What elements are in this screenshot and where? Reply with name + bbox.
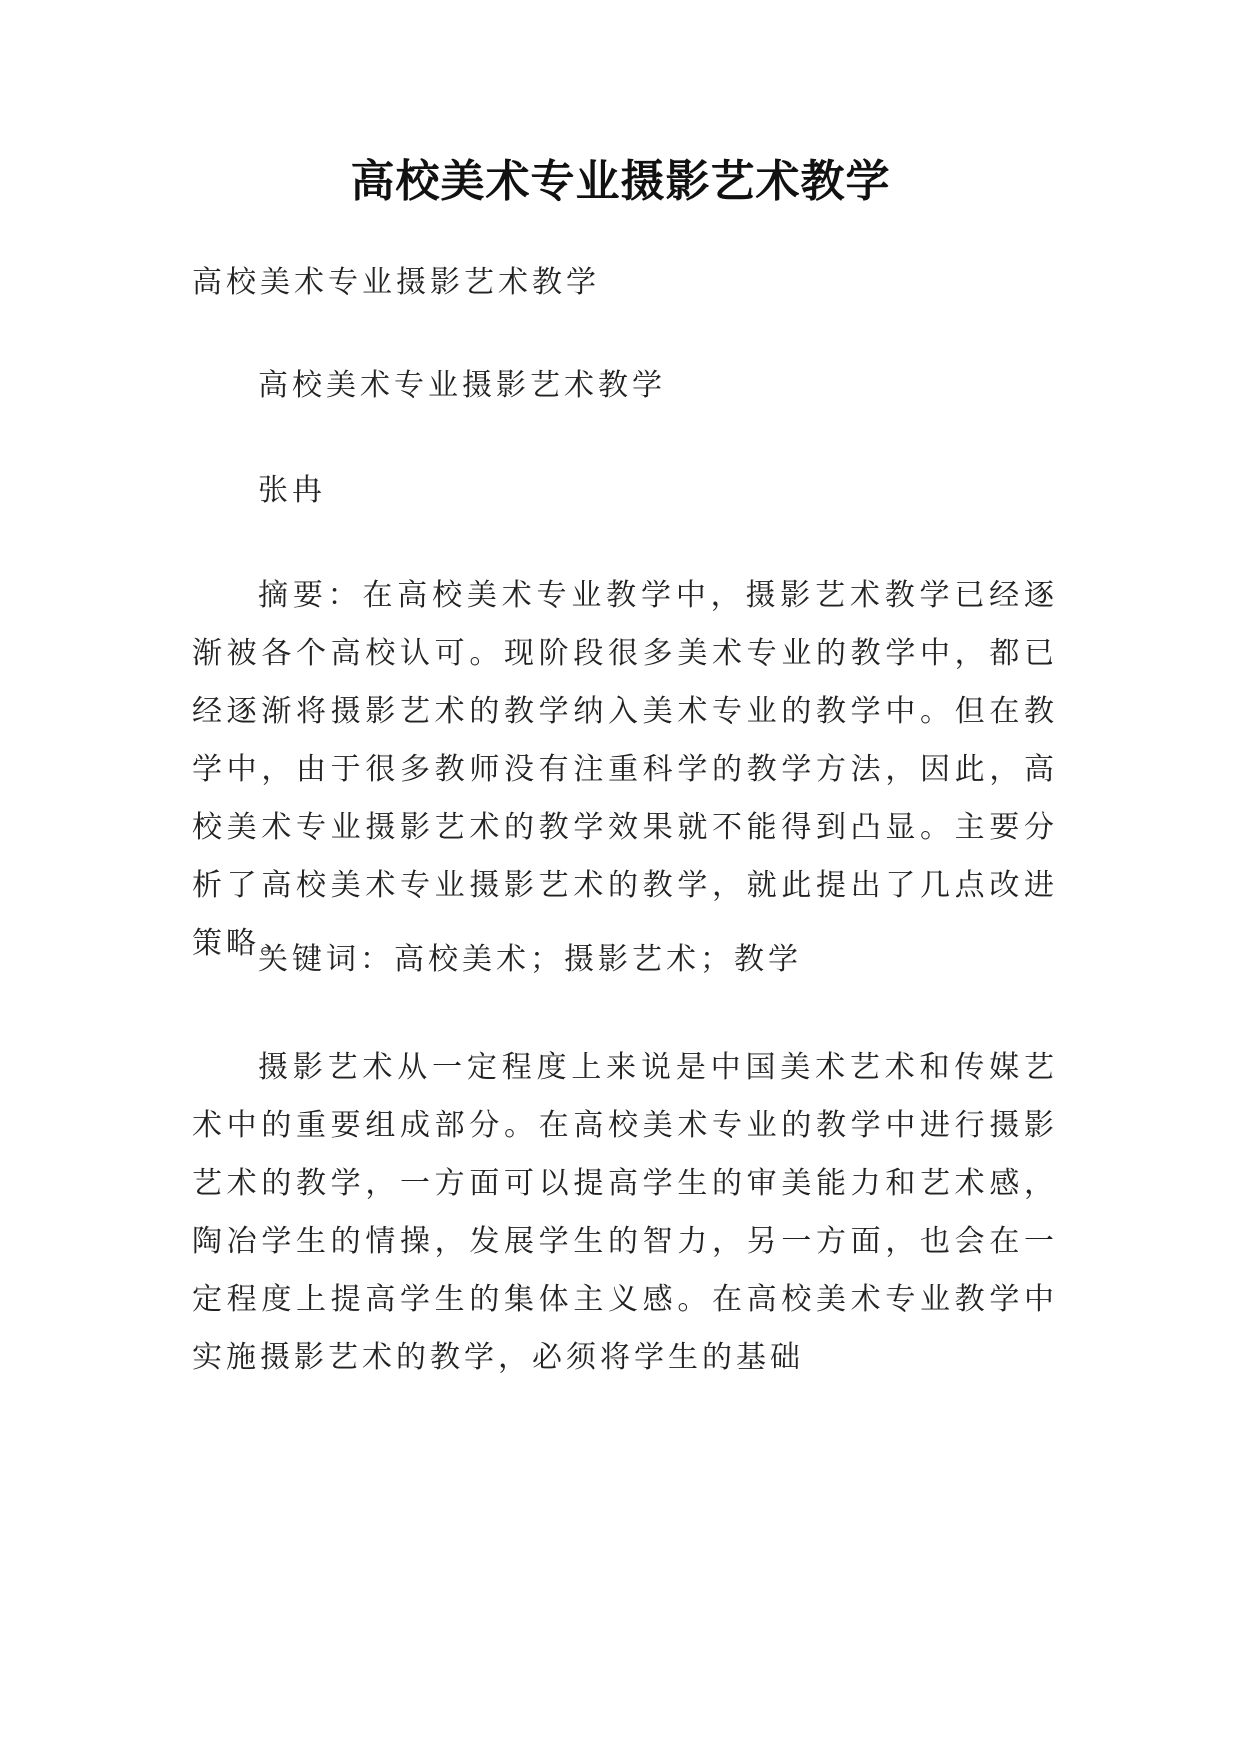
article-title: 高校美术专业摄影艺术教学 bbox=[258, 368, 666, 403]
document-subtitle: 高校美术专业摄影艺术教学 bbox=[192, 265, 600, 300]
document-title: 高校美术专业摄影艺术教学 bbox=[350, 156, 891, 207]
body-paragraph: 摄影艺术从一定程度上来说是中国美术艺术和传媒艺术中的重要组成部分。在高校美术专业的教学中进行摄影艺术的教学，一方面可以提高学生的审美能力和艺术感，陶冶学生的情操，发展学生的智力，另一方面，也会在一定程度上提高学生的集体主义感。在高校美术专业教学中实施摄影艺术的教学，必须将学生的基础 bbox=[192, 1050, 1058, 1375]
author-name: 张冉 bbox=[258, 473, 326, 508]
abstract-paragraph: 摘要：在高校美术专业教学中，摄影艺术教学已经逐渐被各个高校认可。现阶段很多美术专业的教学中，都已经逐渐将摄影艺术的教学纳入美术专业的教学中。但在教学中，由于很多教师没有注重科学的教学方法，因此，高校美术专业摄影艺术的教学效果就不能得到凸显。主要分析了高校美术专业摄影艺术的教学，就此提出了几点改进策略。 bbox=[192, 578, 1058, 961]
keywords-line: 关键词：高校美术；摄影艺术；教学 bbox=[258, 942, 802, 977]
